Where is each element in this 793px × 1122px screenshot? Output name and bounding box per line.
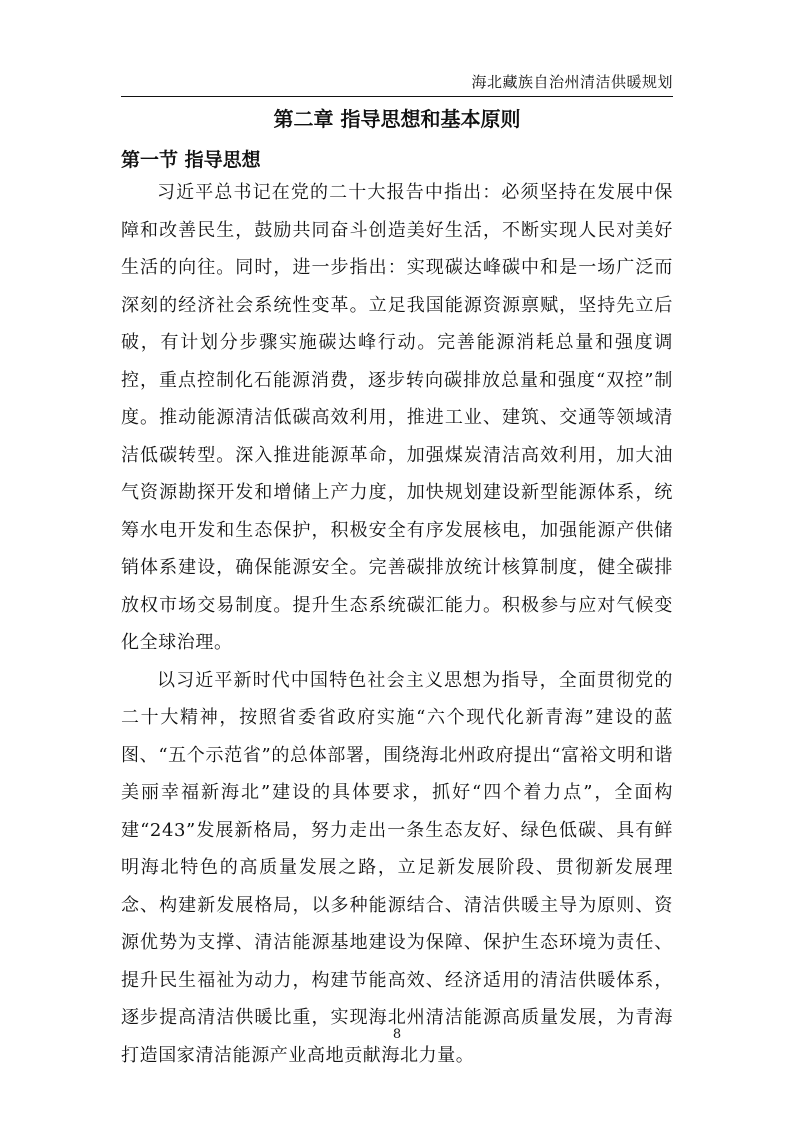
section-title: 第一节 指导思想: [121, 149, 261, 171]
running-header: 海北藏族自治州清洁供暖规划: [471, 73, 673, 91]
paragraph: 习近平总书记在党的二十大报告中指出：必须坚持在发展中保障和改善民生，鼓励共同奋斗创造美好生活，不断实现人民对美好生活的向往。同时，进一步指出：实现碳达峰碳中和是一场广泛而深刻的经济社会系统性变革。立足我国能源资源禀赋，坚持先立后破，有计划分步骤实施碳达峰行动。完善能源消耗总量和强度调控，重点控制化石能源消费，逐步转向碳排放总量和强度“双控”制度。推动能源清洁低碳高效利用，推进工业、建筑、交通等领域清洁低碳转型。深入推进能源革命，加强煤炭清洁高效利用，加大油气资源勘探开发和增储上产力度，加快规划建设新型能源体系，统筹水电开发和生态保护，积极安全有序发展核电，加强能源产供储销体系建设，确保能源安全。完善碳排放统计核算制度，健全碳排放权市场交易制度。提升生态系统碳汇能力。积极参与应对气候变化全球治理。: [121, 182, 673, 653]
page-number: 8: [392, 1027, 402, 1042]
body-text: [121, 174, 673, 1074]
paragraph: 以习近平新时代中国特色社会主义思想为指导，全面贯彻党的二十大精神，按照省委省政府实施“六个现代化新青海”建设的蓝图、“五个示范省”的总体部署，围绕海北州政府提出“富裕文明和谐美丽幸福新海北”建设的具体要求，抓好“四个着力点”，全面构建“243”发展新格局，努力走出一条生态友好、绿色低碳、具有鲜明海北特色的高质量发展之路，立足新发展阶段、贯彻新发展理念、构建新发展格局，以多种能源结合、清洁供暖主导为原则、资源优势为支撑、清洁能源基地建设为保障、保护生态环境为责任、提升民生福祉为动力，构建节能高效、经济适用的清洁供暖体系，逐步提高清洁供暖比重，实现海北州清洁能源高质量发展，为青海打造国家清洁能源产业高地贡献海北力量。: [121, 669, 673, 1066]
chapter-title: 第二章 指导思想和基本原则: [273, 107, 521, 131]
header-divider: [121, 96, 673, 97]
